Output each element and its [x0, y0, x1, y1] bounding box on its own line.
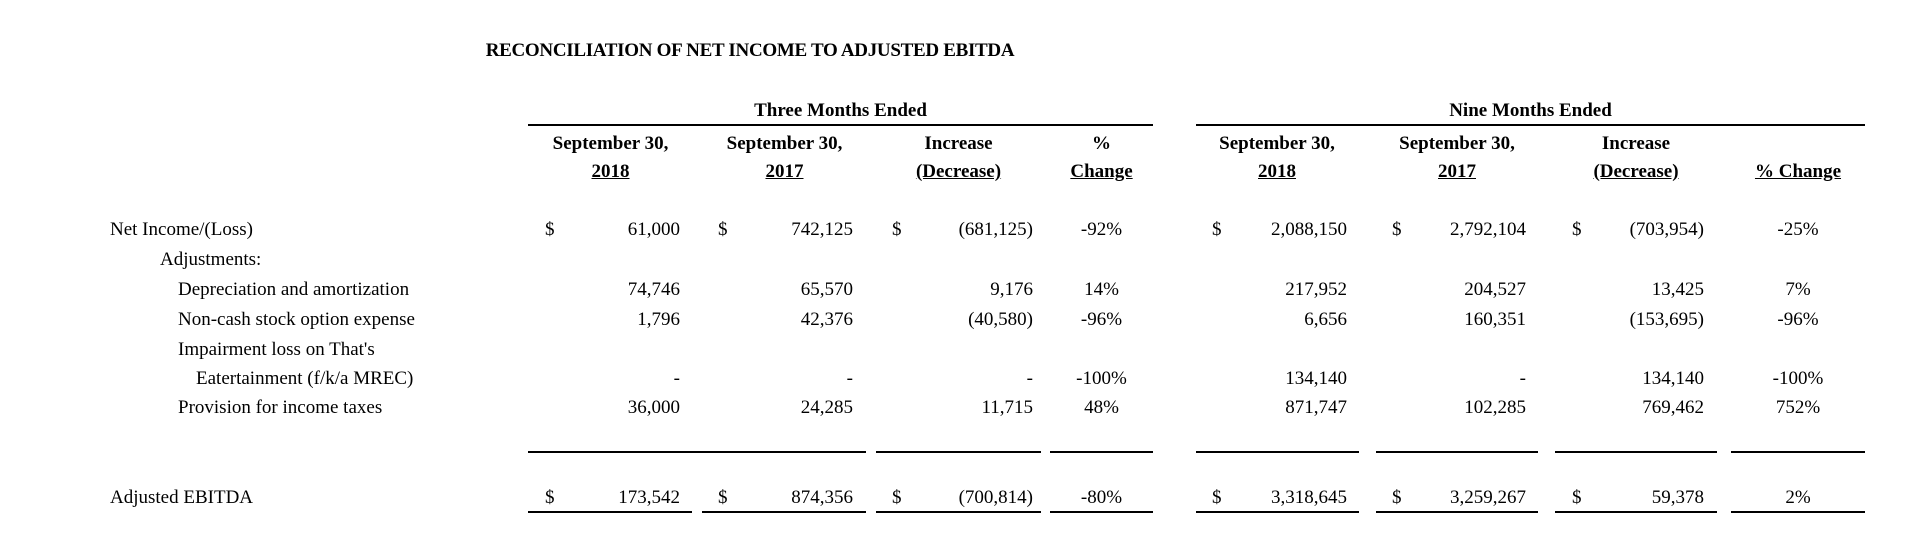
- subtotal-rule: [528, 451, 866, 453]
- report-title: RECONCILIATION OF NET INCOME TO ADJUSTED EBITDA: [485, 40, 1015, 61]
- cell-net_income-6: 2,792,104: [1450, 219, 1526, 240]
- column-header-5: [1196, 130, 1358, 186]
- column-header-1: [528, 130, 693, 186]
- cell-impairment-1: -: [673, 368, 680, 389]
- currency-symbol: $: [892, 219, 902, 240]
- total-rule: [1196, 511, 1359, 513]
- cell-adjusted_ebitda-3: (700,814): [958, 487, 1033, 508]
- column-header-line1: September 30,: [1219, 133, 1335, 154]
- column-header-line2: (Decrease): [915, 161, 1002, 182]
- column-header-line2: 2017: [1438, 161, 1476, 182]
- subtotal-rule: [1050, 451, 1153, 453]
- cell-stock_option-4: -96%: [1080, 309, 1123, 330]
- column-header-line2: 2017: [765, 161, 804, 182]
- subtotal-rule: [1376, 451, 1538, 453]
- row-label-taxes: Provision for income taxes: [178, 397, 383, 418]
- row-label-impairment-2: Eatertainment (f/k/a MREC): [196, 368, 414, 389]
- cell-taxes-7: 769,462: [1642, 397, 1704, 418]
- row-label-net-income: Net Income/(Loss): [110, 219, 253, 240]
- column-header-line2: 2018: [1258, 161, 1296, 182]
- column-header-2: [702, 130, 867, 186]
- cell-depreciation-1: 74,746: [627, 279, 680, 300]
- cell-stock_option-2: 42,376: [800, 309, 853, 330]
- cell-adjusted_ebitda-2: 874,356: [791, 487, 853, 508]
- total-rule: [1731, 511, 1865, 513]
- column-header-8: [1731, 130, 1865, 186]
- cell-stock_option-3: (40,580): [968, 309, 1033, 330]
- cell-stock_option-8: -96%: [1777, 309, 1819, 330]
- cell-depreciation-2: 65,570: [800, 279, 853, 300]
- cell-stock_option-1: 1,796: [637, 309, 680, 330]
- total-rule: [1376, 511, 1538, 513]
- currency-symbol: $: [1212, 487, 1222, 508]
- row-label-adjustments: Adjustments:: [160, 249, 262, 270]
- cell-taxes-1: 36,000: [627, 397, 680, 418]
- cell-adjusted_ebitda-8: 2%: [1785, 487, 1811, 508]
- column-header-line1: %: [1092, 133, 1111, 154]
- cell-taxes-8: 752%: [1775, 397, 1821, 418]
- row-label-stock-option: Non-cash stock option expense: [178, 309, 415, 330]
- cell-adjusted_ebitda-5: 3,318,645: [1271, 487, 1347, 508]
- cell-taxes-3: 11,715: [981, 397, 1033, 418]
- cell-impairment-8: -100%: [1772, 368, 1824, 389]
- currency-symbol: $: [545, 487, 555, 508]
- cell-impairment-5: 134,140: [1285, 368, 1347, 389]
- column-header-line1: September 30,: [726, 133, 843, 154]
- column-header-7: [1555, 130, 1717, 186]
- subtotal-rule: [876, 451, 1041, 453]
- cell-stock_option-7: (153,695): [1629, 309, 1704, 330]
- currency-symbol: $: [545, 219, 555, 240]
- cell-taxes-6: 102,285: [1464, 397, 1526, 418]
- cell-net_income-8: -25%: [1777, 219, 1819, 240]
- column-header-line1: Increase: [1601, 133, 1671, 154]
- cell-stock_option-6: 160,351: [1464, 309, 1526, 330]
- cell-depreciation-6: 204,527: [1464, 279, 1526, 300]
- cell-impairment-7: 134,140: [1642, 368, 1704, 389]
- row-label-depreciation: Depreciation and amortization: [178, 279, 410, 300]
- subtotal-rule: [1555, 451, 1717, 453]
- total-rule: [528, 511, 692, 513]
- currency-symbol: $: [892, 487, 902, 508]
- cell-depreciation-7: 13,425: [1651, 279, 1704, 300]
- currency-symbol: $: [718, 219, 728, 240]
- cell-taxes-2: 24,285: [800, 397, 853, 418]
- cell-depreciation-3: 9,176: [990, 279, 1033, 300]
- column-header-3: [876, 130, 1041, 186]
- column-header-line2: Change: [1070, 161, 1133, 182]
- total-rule: [702, 511, 866, 513]
- cell-adjusted_ebitda-7: 59,378: [1651, 487, 1704, 508]
- subtotal-rule: [1731, 451, 1865, 453]
- column-header-line2: % Change: [1754, 161, 1842, 182]
- cell-impairment-4: -100%: [1076, 368, 1127, 389]
- currency-symbol: $: [718, 487, 728, 508]
- column-header-6: [1376, 130, 1538, 186]
- column-header-line1: September 30,: [1399, 133, 1515, 154]
- currency-symbol: $: [1572, 487, 1582, 508]
- row-label-impairment-1: Impairment loss on That's: [178, 339, 375, 360]
- total-rule: [876, 511, 1041, 513]
- cell-stock_option-5: 6,656: [1304, 309, 1347, 330]
- cell-impairment-6: -: [1519, 368, 1526, 389]
- cell-depreciation-8: 7%: [1785, 279, 1811, 300]
- cell-net_income-5: 2,088,150: [1271, 219, 1347, 240]
- column-header-4: [1050, 130, 1153, 186]
- currency-symbol: $: [1572, 219, 1582, 240]
- currency-symbol: $: [1392, 219, 1402, 240]
- row-label-adjusted-ebitda: Adjusted EBITDA: [110, 487, 254, 508]
- group-three-months: Three Months Ended: [528, 98, 1153, 126]
- column-header-line1: Increase: [924, 133, 993, 154]
- cell-adjusted_ebitda-1: 173,542: [618, 487, 680, 508]
- column-header-line2: 2018: [591, 161, 630, 182]
- currency-symbol: $: [1212, 219, 1222, 240]
- cell-depreciation-5: 217,952: [1285, 279, 1347, 300]
- cell-impairment-2: -: [846, 368, 853, 389]
- currency-symbol: $: [1392, 487, 1402, 508]
- subtotal-rule: [1196, 451, 1359, 453]
- cell-net_income-2: 742,125: [791, 219, 853, 240]
- cell-net_income-7: (703,954): [1629, 219, 1704, 240]
- cell-adjusted_ebitda-6: 3,259,267: [1450, 487, 1526, 508]
- total-rule: [1555, 511, 1717, 513]
- cell-net_income-3: (681,125): [958, 219, 1033, 240]
- cell-net_income-1: 61,000: [627, 219, 680, 240]
- total-rule: [1050, 511, 1153, 513]
- column-header-line1: September 30,: [552, 133, 669, 154]
- group-nine-months: Nine Months Ended: [1196, 98, 1865, 126]
- cell-taxes-5: 871,747: [1285, 397, 1347, 418]
- cell-impairment-3: -: [1026, 368, 1033, 389]
- cell-adjusted_ebitda-4: -80%: [1080, 487, 1123, 508]
- cell-depreciation-4: 14%: [1084, 279, 1119, 300]
- cell-net_income-4: -92%: [1080, 219, 1123, 240]
- column-header-line1: [1731, 130, 1865, 158]
- column-header-line2: (Decrease): [1593, 161, 1679, 182]
- cell-taxes-4: 48%: [1084, 397, 1119, 418]
